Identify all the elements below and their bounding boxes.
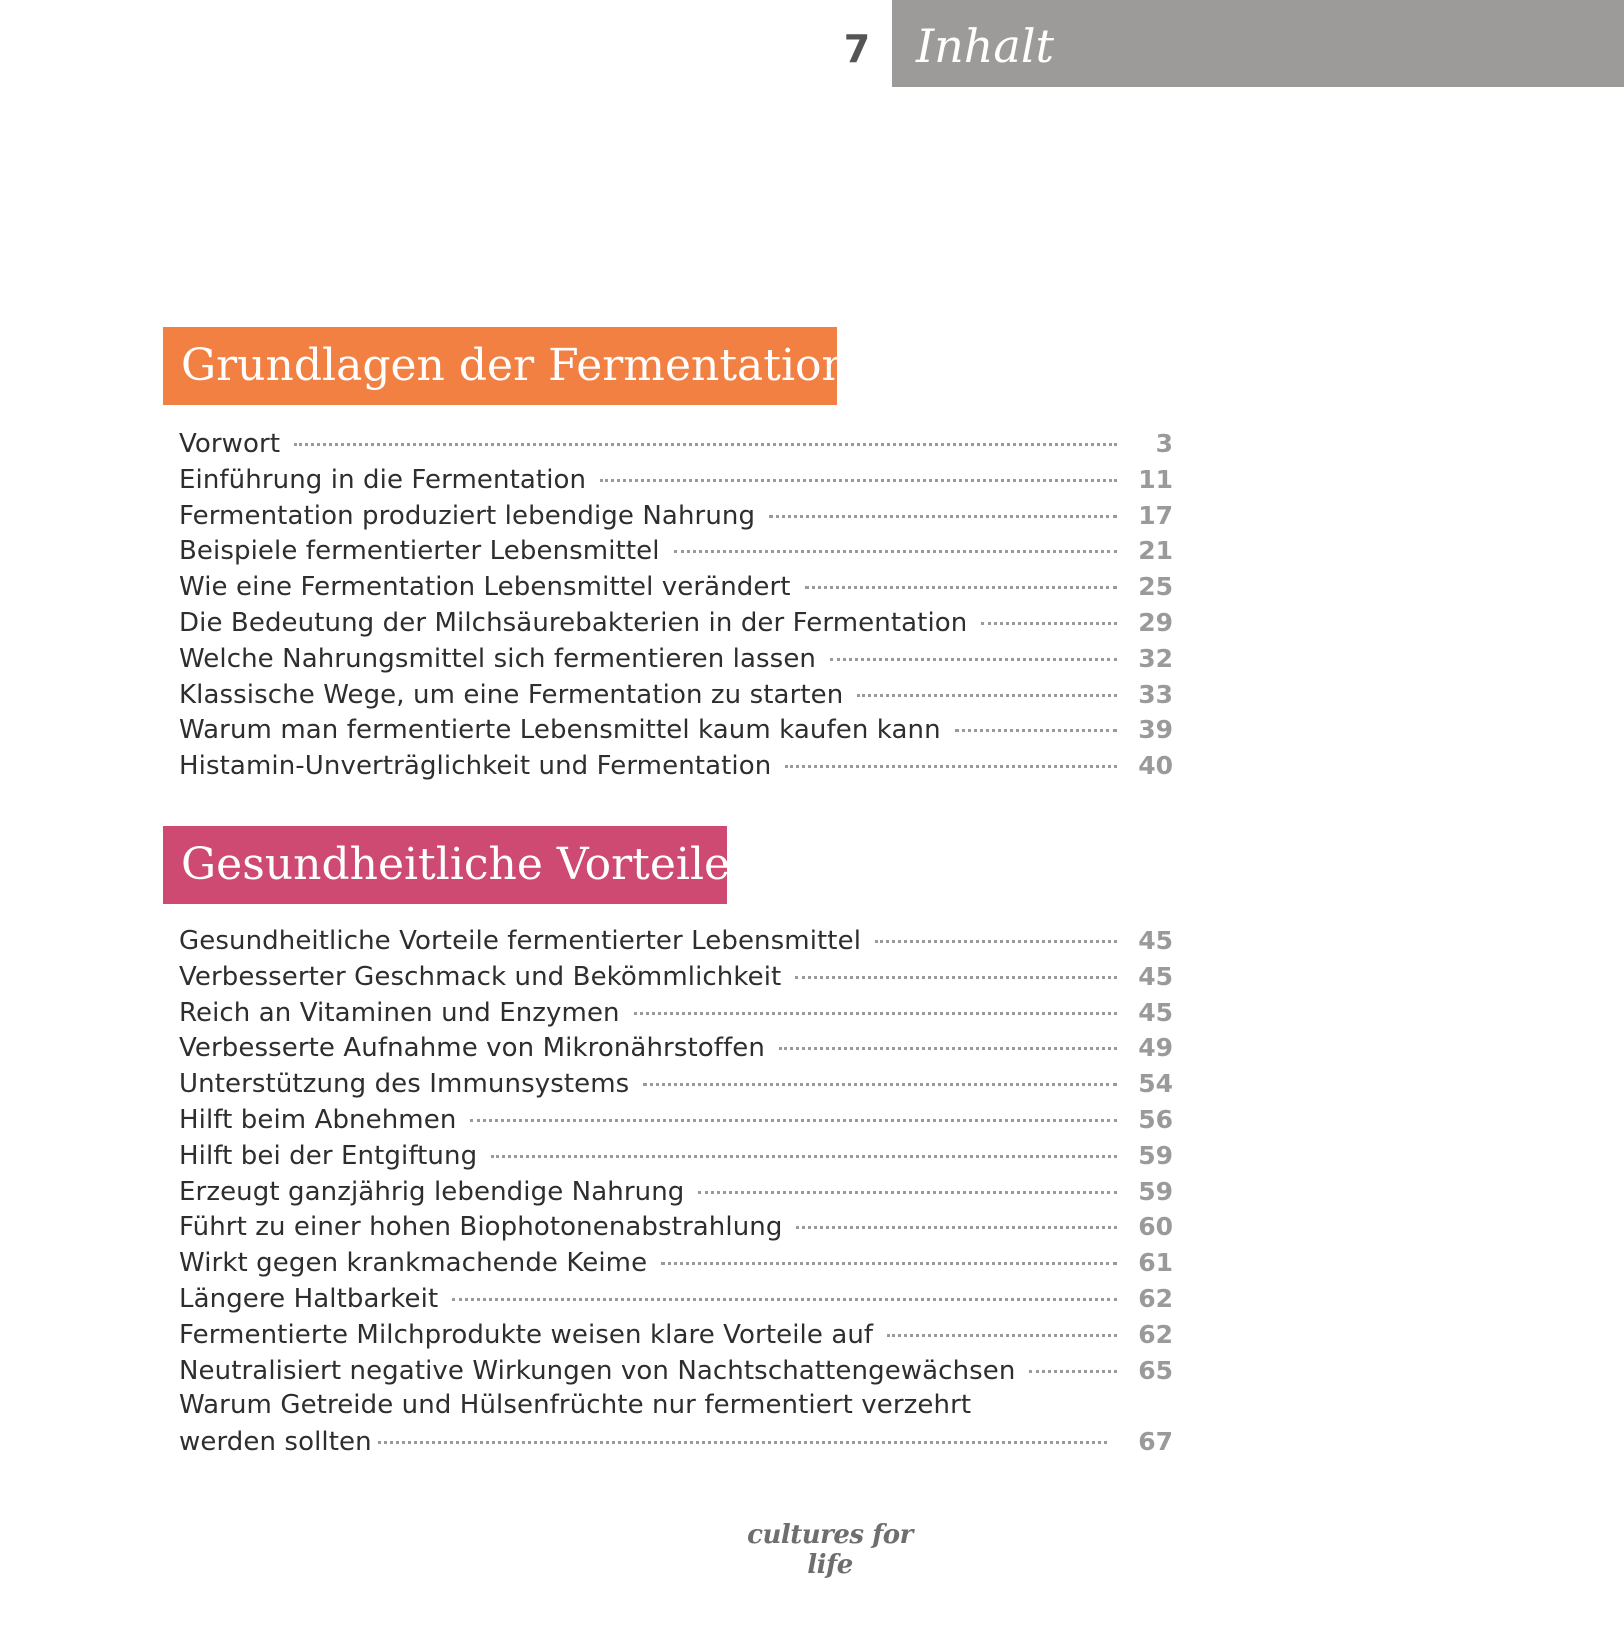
toc-entry-label: Verbesserter Geschmack und Bekömmlichkeit — [179, 961, 782, 992]
toc-entry-page: 65 — [1138, 1355, 1173, 1385]
toc-entry-label: werden sollten — [179, 1427, 372, 1458]
toc-entry-page: 25 — [1138, 572, 1173, 602]
header-bar — [892, 0, 1624, 87]
toc-entry[interactable] — [179, 1102, 1173, 1138]
toc-entry-label: Führt zu einer hohen Biophotonenabstrahlung — [179, 1212, 783, 1243]
dot-leader — [661, 1262, 1117, 1265]
toc-entry-page: 62 — [1138, 1283, 1173, 1313]
toc-entry[interactable] — [179, 1030, 1173, 1066]
toc-entry-label: Hilft bei der Entgiftung — [179, 1140, 478, 1171]
toc-entry-page: 29 — [1138, 607, 1173, 637]
toc-entry-label: Unterstützung des Immunsystems — [179, 1069, 630, 1100]
dot-leader — [1029, 1370, 1117, 1373]
toc-entry-page: 39 — [1138, 715, 1173, 745]
toc-list-grundlagen — [179, 426, 1173, 784]
footer-logo: cultures for life — [747, 1520, 913, 1580]
dot-leader — [955, 729, 1117, 732]
toc-entry-label: Vorwort — [179, 429, 281, 459]
page-title: Inhalt — [916, 19, 1055, 73]
dot-leader — [600, 479, 1117, 482]
toc-entry[interactable] — [179, 1353, 1173, 1389]
toc-entry[interactable] — [179, 605, 1173, 641]
toc-entry-label: Wie eine Fermentation Lebensmittel verändert — [179, 572, 791, 603]
dot-leader — [785, 765, 1117, 768]
toc-entry-page: 3 — [1155, 429, 1173, 458]
section-heading-gesundheit: Gesundheitliche Vorteile — [163, 826, 727, 904]
dot-leader — [452, 1298, 1117, 1301]
dot-leader — [805, 586, 1117, 589]
toc-entry[interactable] — [179, 1317, 1173, 1353]
toc-entry-label: Fermentation produziert lebendige Nahrung — [179, 500, 756, 531]
toc-entry-page: 17 — [1138, 500, 1173, 530]
toc-entry-page: 45 — [1138, 926, 1173, 955]
toc-entry-label: Erzeugt ganzjährig lebendige Nahrung — [179, 1176, 685, 1207]
dot-leader — [857, 694, 1117, 697]
dot-leader — [378, 1441, 1107, 1444]
toc-entry[interactable] — [179, 462, 1173, 498]
toc-entry[interactable] — [179, 923, 1173, 959]
toc-entry-page: 45 — [1138, 997, 1173, 1027]
toc-entry-page: 49 — [1138, 1033, 1173, 1063]
toc-entry-page: 54 — [1138, 1069, 1173, 1099]
toc-entry[interactable] — [179, 1174, 1173, 1210]
toc-entry-page: 62 — [1138, 1319, 1173, 1349]
toc-entry[interactable] — [179, 712, 1173, 748]
toc-entry[interactable] — [179, 426, 1173, 462]
dot-leader — [674, 550, 1117, 553]
dot-leader — [470, 1119, 1117, 1122]
toc-entry-page: 11 — [1138, 464, 1173, 494]
toc-entry-page: 61 — [1138, 1248, 1173, 1278]
toc-entry-label: Warum man fermentierte Lebensmittel kaum kaufen kann — [179, 715, 941, 746]
toc-entry-page: 45 — [1138, 961, 1173, 991]
toc-entry-page: 60 — [1138, 1212, 1173, 1242]
section-heading-grundlagen: Grundlagen der Fermentation — [163, 327, 837, 405]
dot-leader — [887, 1334, 1117, 1337]
toc-entry-page: 59 — [1138, 1176, 1173, 1206]
dot-leader — [779, 1047, 1117, 1050]
toc-entry-label: Hilft beim Abnehmen — [179, 1104, 457, 1135]
toc-entry-label: Klassische Wege, um eine Fermentation zu starten — [179, 679, 844, 710]
dot-leader — [795, 976, 1117, 979]
toc-entry-label: Wirkt gegen krankmachende Keime — [179, 1248, 648, 1279]
dot-leader — [981, 622, 1117, 625]
toc-entry-page: 33 — [1138, 679, 1173, 709]
toc-entry-label: Gesundheitliche Vorteile fermentierter Lebensmittel — [179, 926, 862, 956]
dot-leader — [830, 658, 1117, 661]
toc-entry[interactable] — [179, 1209, 1173, 1245]
toc-entry-page: 67 — [1138, 1427, 1173, 1457]
toc-entry[interactable] — [179, 569, 1173, 605]
toc-entry[interactable] — [179, 1138, 1173, 1174]
toc-entry-label: Verbesserte Aufnahme von Mikronährstoffen — [179, 1033, 765, 1064]
toc-entry-label: Fermentierte Milchprodukte weisen klare Vorteile auf — [179, 1319, 874, 1350]
toc-entry-label: Histamin-Unverträglichkeit und Fermentation — [179, 751, 772, 782]
toc-entry-page: 56 — [1138, 1104, 1173, 1134]
toc-entry-label: Reich an Vitaminen und Enzymen — [179, 997, 620, 1028]
toc-entry[interactable] — [179, 748, 1173, 784]
toc-entry-label: Welche Nahrungsmittel sich fermentieren lassen — [179, 643, 817, 674]
toc-entry-label: Neutralisiert negative Wirkungen von Nachtschattengewächsen — [179, 1355, 1016, 1386]
toc-entry[interactable] — [179, 1245, 1173, 1281]
toc-entry-label: Längere Haltbarkeit — [179, 1283, 439, 1314]
toc-entry[interactable] — [179, 677, 1173, 713]
toc-entry-label: Die Bedeutung der Milchsäurebakterien in der Fermentation — [179, 607, 968, 638]
toc-entry-multiline-second[interactable] — [179, 1424, 1173, 1460]
dot-leader — [294, 443, 1117, 446]
dot-leader — [769, 515, 1117, 518]
toc-entry[interactable] — [179, 1066, 1173, 1102]
toc-entry-page: 21 — [1138, 536, 1173, 566]
toc-entry-label: Warum Getreide und Hülsenfrüchte nur fermentiert verzehrt — [179, 1390, 972, 1421]
toc-entry-page: 40 — [1138, 751, 1173, 781]
toc-list-gesundheit — [179, 923, 1173, 1460]
toc-entry[interactable] — [179, 498, 1173, 534]
page-number: 7 — [843, 27, 871, 71]
toc-entry[interactable] — [179, 959, 1173, 995]
dot-leader — [796, 1226, 1117, 1229]
dot-leader — [643, 1083, 1117, 1086]
toc-entry-multiline-first[interactable] — [179, 1388, 1173, 1424]
dot-leader — [875, 940, 1117, 943]
toc-entry-label: Beispiele fermentierter Lebensmittel — [179, 536, 660, 567]
toc-entry[interactable] — [179, 995, 1173, 1031]
toc-entry[interactable] — [179, 641, 1173, 677]
dot-leader — [698, 1191, 1117, 1194]
toc-entry[interactable] — [179, 1281, 1173, 1317]
toc-entry-page: 59 — [1138, 1140, 1173, 1170]
dot-leader — [491, 1155, 1117, 1158]
dot-leader — [634, 1012, 1117, 1015]
toc-entry-page: 32 — [1138, 643, 1173, 673]
toc-entry-label: Einführung in die Fermentation — [179, 464, 587, 495]
toc-entry[interactable] — [179, 533, 1173, 569]
